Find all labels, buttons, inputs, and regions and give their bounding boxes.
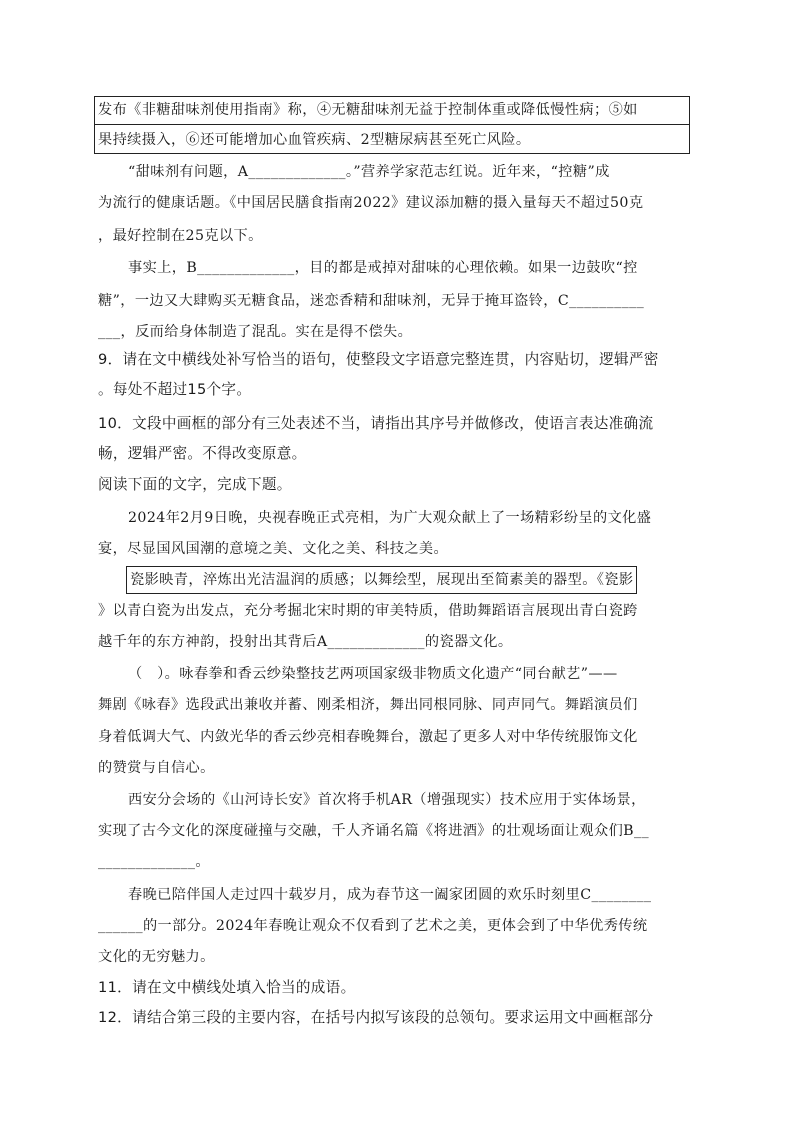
text-line: 春晚已陪伴国人走过四十载岁月，成为春节这一阖家团圆的欢乐时刻里C________: [128, 887, 652, 903]
reading-instruction: 阅读下面的文字，完成下题。: [98, 476, 292, 493]
text-line: 文化的无穷魅力。: [98, 949, 215, 965]
text-line: 的赞赏与自信心。: [98, 760, 215, 776]
question-12: 12．请结合第三段的主要内容，在括号内拟写该段的总领句。要求运用文中画框部分: [98, 1009, 654, 1026]
text-line: ______的一部分。2024年春晚让观众不仅看到了艺术之美，更体会到了中华优秀传统: [98, 918, 648, 934]
text-line: （ ）。咏春拳和香云纱染整技艺两项国家级非物质文化遗产“同台献艺”——: [128, 666, 618, 682]
question-9-cont: 。每处不超过15个字。: [98, 381, 252, 398]
text-line: 糖”，一边又大肆购买无糖食品，迷恋香精和甜味剂，无异于掩耳盗铃，C__________: [98, 293, 645, 309]
text-line: 果持续摄入，⑥还可能增加心血管疾病、2型糖尿病甚至死亡风险。: [98, 132, 531, 148]
text-line: 发布《非糖甜味剂使用指南》称，④无糖甜味剂无益于控制体重或降低慢性病；⑤如: [98, 102, 638, 118]
text-line: ，最好控制在25克以下。: [98, 228, 263, 244]
question-9: 9．请在文中横线处补写恰当的语句，使整段文字语意完整连贯，内容贴切，逻辑严密: [98, 351, 659, 368]
text-line: “甜味剂有问题，A_____________。”营养学家范志红说。近年来，“控糖”成: [128, 164, 610, 180]
question-10: 10．文段中画框的部分有三处表述不当，请指出其序号并做修改，使语言表达准确流: [98, 415, 654, 432]
text-line: 西安分会场的《山河诗长安》首次将手机AR（增强现实）技术应用于实体场景，: [128, 792, 646, 808]
framed-text-box-divider: [94, 124, 690, 125]
question-11: 11．请在文中横线处填入恰当的成语。: [98, 979, 356, 996]
text-line: 事实上，B_____________，目的都是戒掉对甜味的心理依赖。如果一边鼓吹“控: [128, 260, 638, 276]
question-10-cont: 畅，逻辑严密。不得改变原意。: [98, 445, 307, 462]
text-line: 2024年2月9日晚，央视春晚正式亮相，为广大观众献上了一场精彩纷呈的文化盛: [128, 510, 652, 526]
text-line: 实现了古今文化的深度碰撞与交融，千人齐诵名篇《将进酒》的壮观场面让观众们B__: [98, 823, 649, 839]
text-line: 瓷影映青，淬炼出光洁温润的质感；以舞绘型，展现出至简素美的器型。《瓷影: [130, 572, 634, 588]
text-line: 宴，尽显国风国潮的意境之美、文化之美、科技之美。: [98, 541, 449, 557]
text-line: 身着低调大气、内敛光华的香云纱亮相春晚舞台，激起了更多人对中华传统服饰文化: [98, 729, 638, 745]
text-line: 舞剧《咏春》选段武出兼收并蓄、刚柔相济，舞出同根同脉、同声同气。舞蹈演员们: [98, 697, 638, 713]
text-line: _____________。: [98, 854, 211, 870]
text-line: 为流行的健康话题。《中国居民膳食指南2022》建议添加糖的摄入量每天不超过50克: [98, 195, 644, 211]
text-line: 》以青白瓷为出发点，充分考掘北宋时期的审美特质，借助舞蹈语言展现出青白瓷跨: [98, 603, 638, 619]
text-line: ___，反而给身体制造了混乱。实在是得不偿失。: [98, 324, 413, 340]
text-line: 越千年的东方神韵，投射出其背后A_____________的瓷器文化。: [98, 634, 513, 650]
